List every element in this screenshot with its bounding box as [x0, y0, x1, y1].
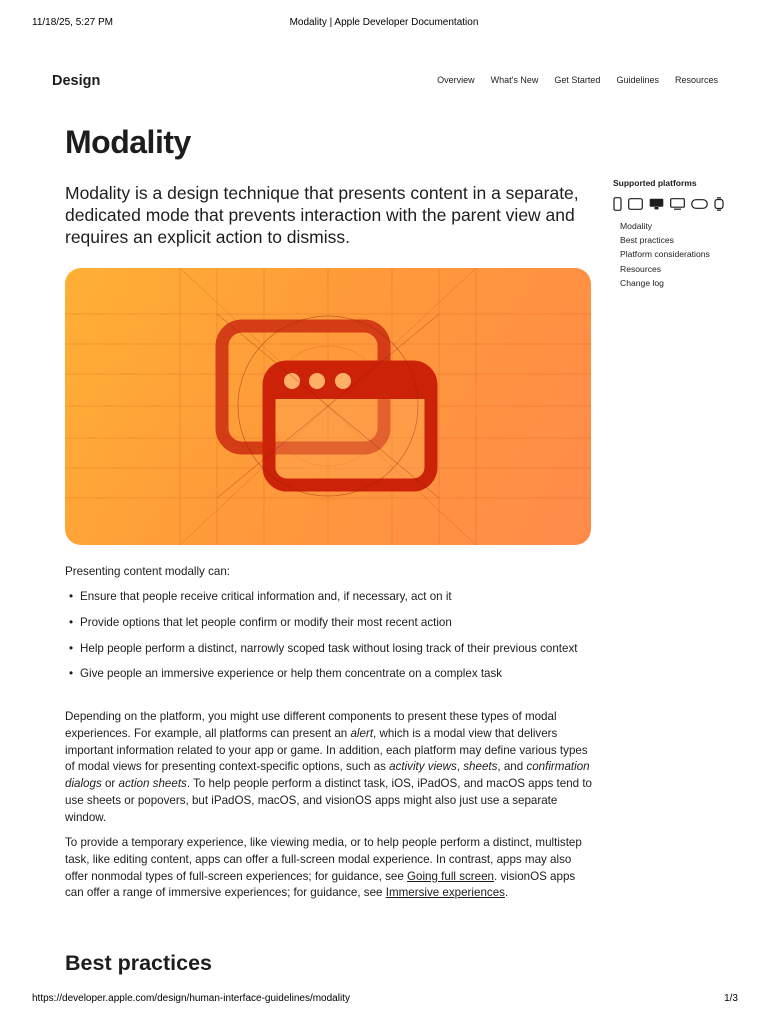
list-item: • Provide options that let people confirm or modify their most recent action	[65, 615, 593, 632]
text-run: or	[101, 777, 119, 791]
print-header	[0, 17, 768, 31]
toc-item-modality[interactable]: Modality	[620, 221, 652, 231]
supported-platforms-label: Supported platforms	[613, 178, 697, 188]
full-screen-paragraph	[65, 835, 593, 902]
toc-item-best-practices[interactable]: Best practices	[620, 235, 674, 246]
intro-paragraph: Modality is a design technique that presents content in a separate, dedicated mode that prevents interaction with the parent view and requires an explicit action to dismiss.	[65, 183, 579, 247]
print-url: https://developer.apple.com/design/human-interface-guidelines/modality	[32, 993, 350, 1004]
toc-item-resources[interactable]: Resources	[620, 263, 662, 274]
nav-link-whats-new[interactable]: What's New	[490, 75, 539, 85]
best-practices-heading: Best practices	[65, 951, 212, 975]
term-sheets: sheets	[463, 760, 498, 774]
nav-link-overview[interactable]: Overview	[437, 75, 475, 85]
tv-icon	[670, 198, 685, 210]
term-activity-views: activity views	[389, 760, 457, 774]
text-run: . To help people perform a distinct task, iOS, iPadOS, and macOS apps tend to use sheets or popovers, but iPadOS, macOS, and visionOS apps might also just use a separate window.	[65, 777, 592, 824]
text-run: Depending on the platform, you might use different components to present these types of modal experiences. For example, all platforms can present an	[65, 710, 557, 740]
going-full-screen-link[interactable]: Going full screen	[407, 869, 494, 883]
brand-design-link[interactable]: Design	[52, 73, 101, 89]
nav-link-get-started[interactable]: Get Started	[554, 75, 601, 85]
list-item: • Help people perform a distinct, narrowly scoped task without losing track of their previous context	[65, 641, 593, 658]
platform-icons	[613, 197, 753, 211]
term-action-sheets: action sheets	[118, 777, 187, 791]
term-confirmation-dialogs: confirmation dialogs	[65, 760, 590, 791]
print-page-number: 1/3	[724, 993, 738, 1004]
table-of-contents	[613, 219, 753, 290]
text-run: , and	[497, 760, 527, 774]
text-run: .	[504, 886, 509, 900]
bullet-list	[65, 589, 593, 692]
text-run: To provide a temporary experience, like viewing media, or to help people perform a distinct, multistep task, like editing content, apps can offer a full-screen modal experience. In contrast, apps may also offer nonmodal types of full-screen experiences; for guidance, see	[65, 836, 582, 883]
nav-link-resources[interactable]: Resources	[674, 75, 718, 85]
page-title: Modality	[65, 124, 191, 160]
text-run: ,	[456, 760, 464, 774]
print-date: 11/18/25, 5:27 PM	[32, 17, 113, 28]
nav-link-guidelines[interactable]: Guidelines	[616, 75, 659, 85]
list-item: • Give people an immersive experience or help them concentrate on a complex task	[65, 666, 593, 683]
nav-links	[437, 75, 718, 85]
platform-components-paragraph	[65, 709, 593, 827]
list-item: • Ensure that people receive critical information and, if necessary, act on it	[65, 589, 593, 606]
watch-icon	[714, 197, 724, 211]
sidebar	[613, 178, 753, 290]
text-run: . visionOS apps can offer a range of immersive experiences; for guidance, see	[65, 869, 576, 900]
immersive-experiences-link[interactable]: Immersive experiences	[385, 886, 505, 900]
lead-paragraph: Presenting content modally can:	[65, 565, 230, 578]
iphone-icon	[613, 197, 622, 211]
term-alert: alert	[350, 726, 374, 740]
vision-pro-icon	[691, 199, 708, 209]
toc-item-change-log[interactable]: Change log	[620, 277, 664, 288]
hero-image	[65, 268, 591, 545]
mac-icon	[649, 198, 664, 210]
top-navigation	[52, 72, 718, 92]
toc-item-platform-considerations[interactable]: Platform considerations	[620, 249, 710, 260]
print-doc-title: Modality | Apple Developer Documentation	[289, 17, 479, 28]
modal-windows-icon	[65, 268, 591, 545]
text-run: , which is a modal view that delivers important information related to your app or game. In addition, each platform may define various types of modal views for presenting context-specific options, such as	[65, 726, 588, 774]
ipad-icon	[628, 198, 643, 210]
